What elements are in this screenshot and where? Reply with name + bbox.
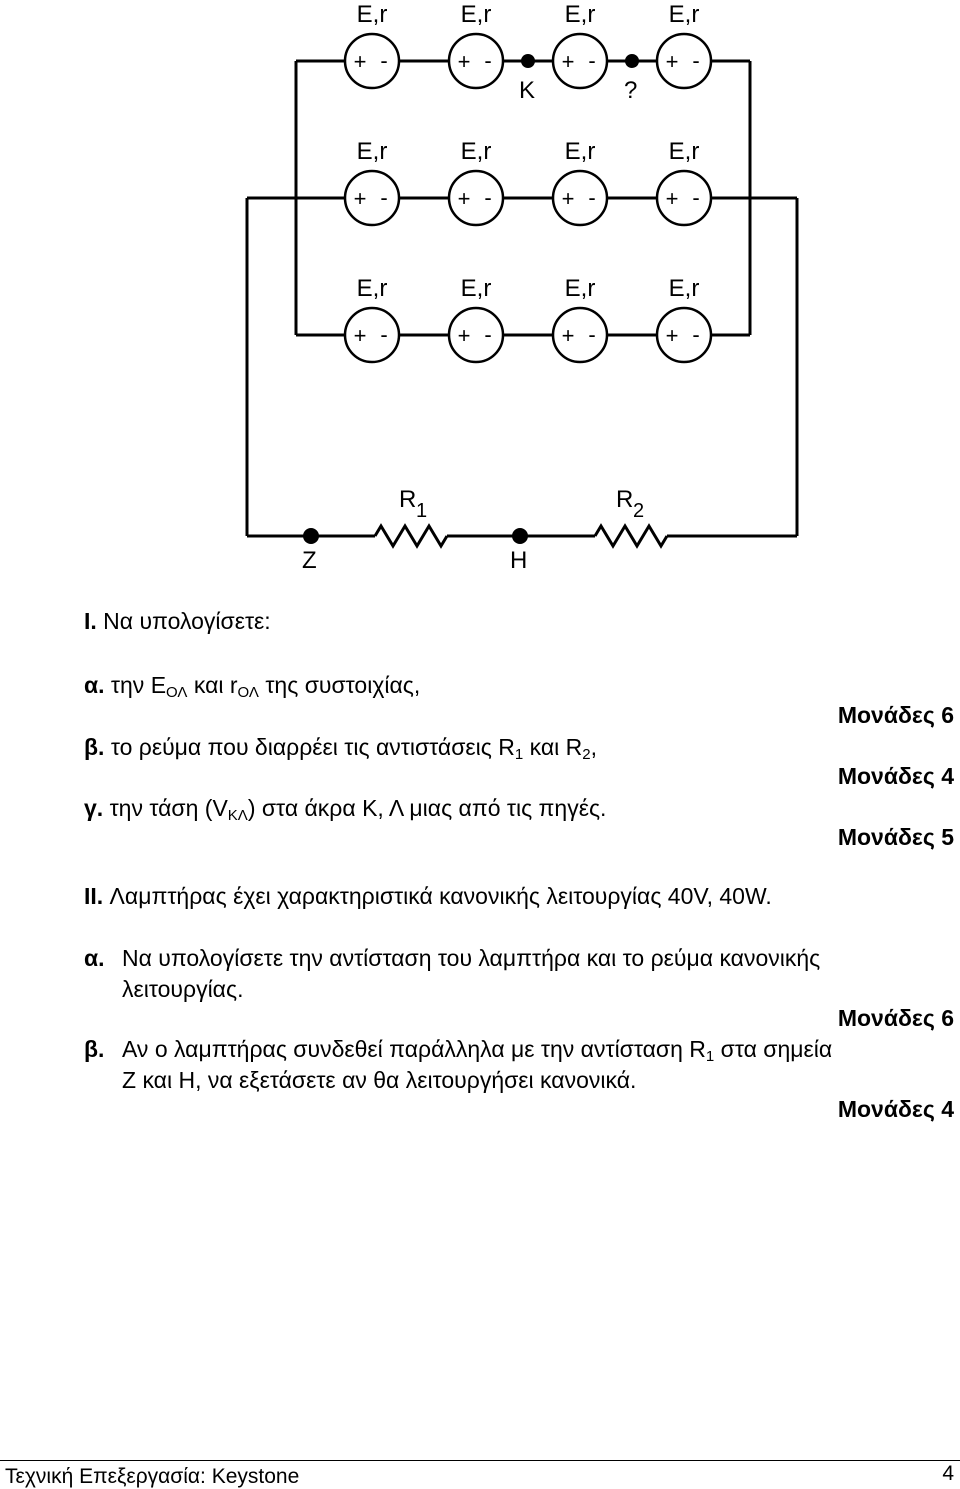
plus-sign: + [353, 186, 367, 211]
marks-part2-a: Μονάδες 6 [837, 1005, 954, 1031]
footer-divider [0, 1460, 960, 1461]
part2-item-b-line1: Αν ο λαμπτήρας συνδεθεί παράλληλα με την αντίσταση $R_1$ στα σημεία [122, 1036, 833, 1065]
source-label: E,r [356, 275, 388, 302]
minus-sign: - [588, 322, 596, 347]
plus-sign: + [457, 323, 471, 348]
r1-label: R [399, 486, 417, 513]
part2-heading: II. Λαμπτήρας έχει χαρακτηριστικά κανονικής λειτουργίας 40V, 40W. [84, 883, 772, 909]
marks-part1-b: Μονάδες 4 [837, 763, 954, 789]
plus-sign: + [561, 186, 575, 211]
plus-sign: + [665, 49, 679, 74]
node-unknown [625, 54, 639, 68]
minus-sign: - [380, 48, 388, 73]
part2-item-a-line1: Να υπολογίσετε την αντίσταση του λαμπτήρα και το ρεύμα κανονικής [122, 945, 821, 971]
plus-sign: + [665, 323, 679, 348]
label-k: K [519, 77, 536, 104]
source-label: E,r [668, 275, 700, 302]
footer-text: Τεχνική Επεξεργασία: Keystone [5, 1465, 300, 1488]
minus-sign: - [588, 185, 596, 210]
source-label: E,r [356, 1, 388, 28]
minus-sign: - [692, 48, 700, 73]
node-h [512, 528, 528, 544]
minus-sign: - [484, 185, 492, 210]
r2-label: R [616, 486, 634, 513]
plus-sign: + [561, 49, 575, 74]
minus-sign: - [588, 48, 596, 73]
source-label: E,r [460, 1, 492, 28]
label-unknown: ? [624, 77, 638, 104]
part1-item-a: α. την $E_{O\Lambda}$ και $r_{O\Lambda}$ της συστοιχίας, [84, 672, 421, 701]
part2-item-b-line2: Ζ και Η, να εξετάσετε αν θα λειτουργήσει κανονικά. [122, 1067, 637, 1093]
plus-sign: + [561, 323, 575, 348]
minus-sign: - [484, 322, 492, 347]
plus-sign: + [353, 323, 367, 348]
label-z: Z [302, 547, 317, 574]
source-label: E,r [668, 138, 700, 165]
source-label: E,r [460, 275, 492, 302]
marks-part2-b: Μονάδες 4 [837, 1096, 954, 1122]
part2-item-a-line2: λειτουργίας. [122, 976, 244, 1002]
source-label: E,r [564, 275, 596, 302]
minus-sign: - [380, 185, 388, 210]
plus-sign: + [457, 186, 471, 211]
minus-sign: - [484, 48, 492, 73]
part1-item-c: γ. την τάση $(V_{K\Lambda})$ στα άκρα Κ, Λ μιας από τις πηγές. [84, 795, 607, 824]
part1-heading: I. Να υπολογίσετε: [84, 608, 271, 634]
circuit-diagram [0, 0, 960, 600]
part2-item-b-letter: β. [84, 1036, 105, 1062]
minus-sign: - [692, 185, 700, 210]
marks-part1-c: Μονάδες 5 [837, 824, 954, 850]
part1-item-b: β. το ρεύμα που διαρρέει τις αντιστάσεις $R_1$ και $R_2$, [84, 734, 597, 763]
source-label: E,r [564, 1, 596, 28]
plus-sign: + [665, 186, 679, 211]
plus-sign: + [353, 49, 367, 74]
source-label: E,r [564, 138, 596, 165]
source-label: E,r [460, 138, 492, 165]
source-label: E,r [668, 1, 700, 28]
node-z [303, 528, 319, 544]
marks-part1-a: Μονάδες 6 [837, 702, 954, 728]
r1-subscript: 1 [416, 500, 428, 522]
source-label: E,r [356, 138, 388, 165]
r2-subscript: 2 [633, 500, 645, 522]
plus-sign: + [457, 49, 471, 74]
label-h: H [510, 547, 528, 574]
page-number: 4 [942, 1462, 954, 1485]
part2-item-a-letter: α. [84, 945, 105, 971]
minus-sign: - [380, 322, 388, 347]
node-k [521, 54, 535, 68]
minus-sign: - [692, 322, 700, 347]
